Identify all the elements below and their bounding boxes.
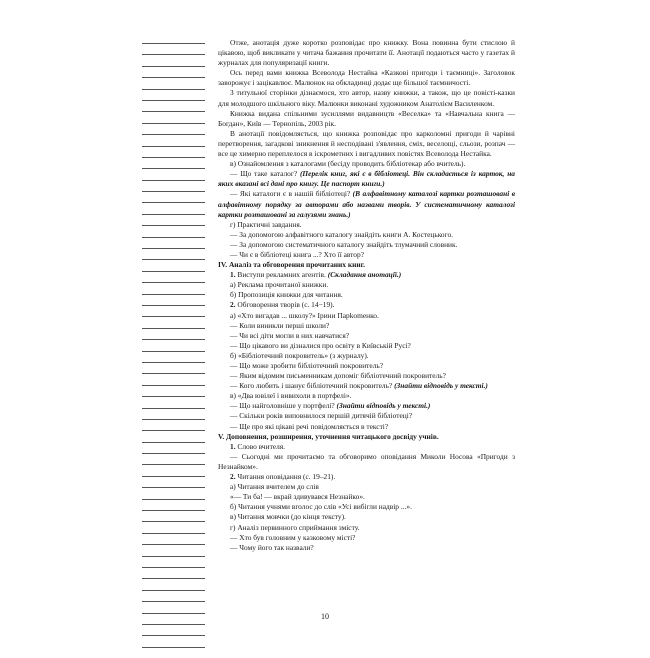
text-run: — Ще про які цікаві речі повідомляється в тексті? — [230, 421, 389, 431]
paragraph — [218, 220, 515, 230]
text-run: 1. — [230, 441, 238, 451]
text-run: (Знайти відповідь у тексті.) — [336, 401, 431, 411]
margin-line — [142, 385, 205, 386]
margin-line — [142, 601, 205, 602]
paragraph — [218, 432, 515, 442]
text-run: Книжка видана спільними зусиллями видавництв «Веселка» та «Навчальна книга — Богдан», Київ — Тернопіль, 2003 рік. — [218, 108, 515, 128]
paragraph — [218, 472, 515, 482]
text-run: 1. — [230, 270, 238, 280]
paragraph — [218, 109, 515, 129]
text-run: Слово вчителя. — [237, 441, 286, 451]
paragraph — [218, 543, 515, 553]
text-run: IV. Аналіз та обговорення прочитаних книг. — [218, 260, 365, 270]
margin-line — [142, 339, 205, 340]
text-run: Виступи рекламних агентів. — [237, 270, 328, 280]
text-run: а) Читання вчителем до слів — [230, 482, 319, 492]
margin-line — [142, 362, 205, 363]
paragraph — [218, 523, 515, 533]
margin-line — [142, 66, 205, 67]
paragraph — [218, 280, 515, 290]
text-run: б) Пропозиція книжки для читання. — [230, 290, 343, 300]
paragraph — [218, 502, 515, 512]
margin-line — [142, 146, 205, 147]
page-number: 10 — [321, 612, 329, 621]
margin-line — [142, 294, 205, 295]
margin-line — [142, 533, 205, 534]
margin-line — [142, 328, 205, 329]
margin-line — [142, 214, 205, 215]
margin-line — [142, 464, 205, 465]
paragraph — [218, 159, 515, 169]
margin-line — [142, 647, 205, 648]
margin-line — [142, 54, 205, 55]
text-run: — Що може зробити бібліотечний покровитель? — [230, 361, 384, 370]
text-run: (бесіду проводить бібліотекар або вчитель). — [327, 159, 466, 169]
margin-line — [142, 157, 205, 158]
text-run: — Яким відомим письменникам допоміг бібліотечний покровитель? — [230, 371, 446, 381]
margin-line — [142, 351, 205, 352]
text-run: Обговорення творів (с. 14−19). — [237, 300, 335, 310]
paragraph — [218, 391, 515, 401]
paragraph — [218, 270, 515, 280]
margin-line — [142, 521, 205, 522]
text-run: «— Ти ба! — вкрай здивувався Незнайко». — [230, 492, 365, 502]
margin-line — [142, 134, 205, 135]
paragraph — [218, 381, 515, 391]
margin-line — [142, 111, 205, 112]
paragraph — [218, 401, 515, 411]
text-run: г) Практичні завдання. — [230, 219, 302, 229]
text-run: — За допомогою систематичного каталогу знайдіть тлумачний словник. — [230, 239, 458, 249]
margin-line — [142, 100, 205, 101]
paragraph — [218, 331, 515, 341]
margin-line — [142, 305, 205, 306]
text-run: а) «Хто вигадав ... школу?» Ірини Парkomенко. — [230, 310, 379, 320]
margin-line — [142, 396, 205, 397]
margin-line — [142, 499, 205, 500]
paragraph — [218, 341, 515, 351]
text-run: (Складання анотації.) — [327, 270, 402, 280]
paragraph — [218, 290, 515, 300]
paragraph — [218, 129, 515, 159]
text-run: в) «Два ювілеї і вивихоли в портфелі». — [230, 391, 352, 401]
text-run: — Які каталоги є в нашій бібліотеці? — [230, 189, 353, 199]
text-run: — Чи є в бібліотеці книга ...? Хто її автор? — [230, 249, 364, 259]
margin-line — [142, 419, 205, 420]
margin-notes-lines — [142, 43, 205, 658]
text-run: 2. — [230, 300, 238, 310]
margin-line — [142, 202, 205, 203]
paragraph — [218, 189, 515, 219]
margin-line — [142, 248, 205, 249]
margin-line — [142, 476, 205, 477]
margin-line — [142, 544, 205, 545]
text-run: г) Аналіз первинного сприймання змісту. — [230, 522, 360, 532]
margin-line — [142, 123, 205, 124]
text-run: б) «Бібліотечний покровитель» (з журналу). — [230, 350, 369, 360]
paragraph — [218, 311, 515, 321]
text-run: В анотації повідомляється, що книжка розповідає про карколомні пригоди й чарівні перетворення, загадкові зникнення й несподівані з'явлення, сміх, веселощі, сльози, розпач — все це химерно переплелося в іскрометних і вигадливих повістях Всеволода Нестайка. — [218, 128, 515, 159]
margin-line — [142, 168, 205, 169]
margin-line — [142, 282, 205, 283]
text-run: Отже, анотація дуже коротко розповідає про книжку. Вона повинна бути стислою й цікавою, щоб викликати у читача бажання прочитати її. Анотації подаються часто у газетах й журналах для популяризації книги. — [218, 38, 515, 68]
paragraph — [218, 512, 515, 522]
text-run: З титульної сторінки дізнаємося, хто автор, назву книжки, а також, що це повісті-казки для молодшого шкільного віку. Малюнки виконані художником Анатолієм Василенком. — [218, 88, 515, 108]
text-run: — Коли виникли перші школи? — [230, 320, 330, 330]
paragraph — [218, 321, 515, 331]
margin-line — [142, 77, 205, 78]
margin-line — [142, 89, 205, 90]
paragraph — [218, 300, 515, 310]
margin-line — [142, 259, 205, 260]
text-run: — Кого любить і шанує бібліотечний покровитель? — [230, 381, 395, 391]
text-run: (Знайти відповідь у тексті.) — [394, 381, 488, 391]
margin-line — [142, 567, 205, 568]
margin-line — [142, 590, 205, 591]
text-run: — Хто був головним у казковому місті? — [230, 532, 356, 542]
margin-line — [142, 43, 205, 44]
paragraph — [218, 482, 515, 492]
margin-line — [142, 271, 205, 272]
paragraph — [218, 230, 515, 240]
text-run: — За допомогою алфавітного каталогу знайдіть книги А. Костецького. — [230, 229, 454, 239]
paragraph — [218, 260, 515, 270]
paragraph — [218, 351, 515, 361]
margin-line — [142, 180, 205, 181]
paragraph — [218, 68, 515, 88]
text-run: — Сьогодні ми прочитаємо та обговоримо оповідання Миколи Носова «Пригоди з Незнайком». — [218, 451, 515, 471]
paragraph — [218, 442, 515, 452]
margin-line — [142, 225, 205, 226]
text-run: V. Доповнення, розширення, уточнення читацького досвіду учнів. — [218, 431, 439, 441]
text-run: в) Ознайомлення з каталогами — [230, 159, 328, 169]
margin-line — [142, 237, 205, 238]
margin-line — [142, 453, 205, 454]
margin-line — [142, 191, 205, 192]
paragraph — [218, 371, 515, 381]
text-run: Ось перед вами книжка Всеволода Нестайка «Казкові пригоди і таємниці». Заголовок заворожує і зацікавлює. Малюнок на обкладинці додає ще більшої таємничості. — [218, 68, 515, 88]
margin-line — [142, 408, 205, 409]
margin-line — [142, 430, 205, 431]
text-run: (В алфавітному каталозі картки розташовані в алфавітному порядку за авторами або назвами творів. У систематичному каталозі картки розташовані за галузями знань.) — [218, 189, 515, 219]
text-run: в) Читання мовчки (до кінця тексту). — [230, 512, 346, 522]
text-run: а) Реклама прочитаної книжки. — [230, 280, 329, 290]
text-run: — Скільки років виповнилося першій дитячій бібліотеці? — [230, 411, 413, 421]
margin-line — [142, 510, 205, 511]
margin-line — [142, 556, 205, 557]
text-run: — Чому його так назвали? — [230, 542, 314, 552]
margin-line — [142, 578, 205, 579]
text-run: — Що найголовніше у портфелі? — [230, 401, 337, 411]
paragraph — [218, 422, 515, 432]
margin-line — [142, 635, 205, 636]
paragraph — [218, 492, 515, 502]
margin-line — [142, 624, 205, 625]
paragraph — [218, 88, 515, 108]
paragraph — [218, 250, 515, 260]
paragraph — [218, 240, 515, 250]
text-run: б) Читання учнями вголос до слів «Усі вибігли надвір ...». — [230, 502, 412, 512]
text-run: — Чи всі діти могли в них навчатися? — [230, 330, 350, 340]
paragraph — [218, 169, 515, 189]
margin-line — [142, 373, 205, 374]
page-text — [218, 38, 515, 553]
text-run: (Перелік книг, які є в бібліотеці. Він складається із карток, на яких вказані всі дані про книгу. Це паспорт книги.) — [218, 169, 516, 189]
text-run: — Що цікавого ви дізналися про освіту в Київській Русі? — [230, 340, 411, 350]
margin-line — [142, 316, 205, 317]
paragraph — [218, 411, 515, 421]
text-run: 2. — [230, 472, 238, 482]
paragraph — [218, 38, 515, 68]
paragraph — [218, 452, 515, 472]
paragraph — [218, 533, 515, 543]
margin-line — [142, 442, 205, 443]
margin-line — [142, 487, 205, 488]
paragraph — [218, 361, 515, 371]
text-run: — Що таке каталог? — [230, 169, 300, 179]
text-run: Читання оповідання (с. 19–21). — [237, 472, 336, 482]
